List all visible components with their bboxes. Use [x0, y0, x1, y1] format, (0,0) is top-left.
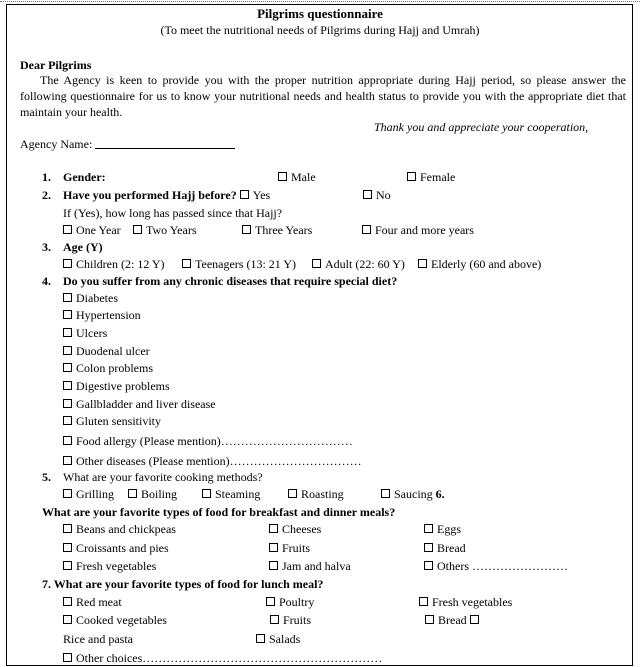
q1-option-female[interactable]: Female	[407, 170, 455, 184]
q6-number: 6.	[435, 487, 445, 501]
q3-label: Age (Y)	[63, 240, 103, 254]
greeting: Dear Pilgrims	[20, 58, 92, 72]
q2-row	[63, 188, 270, 202]
top-dotted-line	[0, 0, 640, 3]
agency-name-field[interactable]	[95, 137, 235, 149]
agency-name-row	[20, 137, 235, 151]
q4-option-food-allergy[interactable]: Food allergy (Please mention)……………………………	[63, 434, 353, 448]
q6-option-fresh-vegetables[interactable]: Fresh vegetables	[63, 559, 156, 573]
q7-option-salads[interactable]: Salads	[256, 632, 300, 646]
q5-option-roasting[interactable]: Roasting	[288, 487, 344, 501]
q1-label: Gender:	[63, 170, 106, 184]
q2-label: Have you performed Hajj before?	[63, 188, 237, 202]
q3-option-2[interactable]: Teenagers (13: 21 Y)	[182, 257, 296, 271]
q4-option-other-diseases[interactable]: Other diseases (Please mention)……………………………	[63, 454, 362, 468]
q4-option-hypertension[interactable]: Hypertension	[63, 308, 141, 322]
q5-number: 5.	[42, 470, 51, 484]
q7-option-bread[interactable]: Bread	[425, 613, 483, 627]
q4-option-gallbladder[interactable]: Gallbladder and liver disease	[63, 397, 216, 411]
q3-option-3[interactable]: Adult (22: 60 Y)	[312, 257, 405, 271]
q3-option-1[interactable]: Children (2: 12 Y)	[63, 257, 165, 271]
q7-option-poultry[interactable]: Poultry	[266, 595, 314, 609]
q2-yes-label: Yes	[252, 188, 271, 202]
q6-option-jam[interactable]: Jam and halva	[269, 559, 351, 573]
q7-option-red-meat[interactable]: Red meat	[63, 595, 122, 609]
checkbox[interactable]	[278, 172, 287, 181]
page-subtitle: (To meet the nutritional needs of Pilgrims during Hajj and Umrah)	[160, 23, 480, 37]
q2-followup: If (Yes), how long has passed since that Hajj?	[63, 206, 283, 220]
q1-number: 1.	[42, 170, 51, 184]
q1-option-male[interactable]: Male	[278, 170, 316, 184]
checkbox[interactable]	[470, 615, 479, 624]
q7-label: 7. What are your favorite types of food for lunch meal?	[42, 577, 324, 591]
checkbox[interactable]	[407, 172, 416, 181]
checkbox[interactable]	[363, 190, 372, 199]
page-title: Pilgrims questionnaire	[257, 6, 383, 21]
checkbox[interactable]	[240, 190, 249, 199]
q4-option-ulcers[interactable]: Ulcers	[63, 326, 107, 340]
q6-option-beans[interactable]: Beans and chickpeas	[63, 522, 176, 536]
q7-option-fresh-vegetables[interactable]: Fresh vegetables	[419, 595, 512, 609]
q2-number: 2.	[42, 188, 51, 202]
q4-option-duodenal[interactable]: Duodenal ulcer	[63, 344, 150, 358]
q2-option-2[interactable]: Two Years	[133, 223, 197, 237]
q3-number: 3.	[42, 240, 51, 254]
q5-option-grilling[interactable]: Grilling	[63, 487, 114, 501]
intro-paragraph: The Agency is keen to provide you with the proper nutrition appropriate during Hajj period, so please answer the following questionnaire for us to know your nutritional needs and health status to provide you with the appropriate diet that maintain your health.	[20, 73, 626, 119]
q7-option-other-choices[interactable]: Other choices……………………………………………………	[63, 651, 382, 665]
q6-option-others[interactable]: Others ……………………	[424, 559, 568, 573]
q7-option-cooked-vegetables[interactable]: Cooked vegetables	[63, 613, 167, 627]
q6-option-fruits[interactable]: Fruits	[269, 541, 310, 555]
q5-label: What are your favorite cooking methods?	[63, 470, 263, 484]
q4-label: Do you suffer from any chronic diseases that require special diet?	[63, 274, 398, 288]
q2-option-no[interactable]: No	[363, 188, 391, 202]
q2-option-3[interactable]: Three Years	[242, 223, 312, 237]
q4-option-colon[interactable]: Colon problems	[63, 361, 153, 375]
q6-option-cheeses[interactable]: Cheeses	[269, 522, 321, 536]
q4-number: 4.	[42, 274, 51, 288]
q2-option-4[interactable]: Four and more years	[362, 223, 474, 237]
q4-option-digestive[interactable]: Digestive problems	[63, 379, 170, 393]
q4-option-diabetes[interactable]: Diabetes	[63, 291, 118, 305]
q6-option-bread[interactable]: Bread	[424, 541, 466, 555]
q5-option-boiling[interactable]: Boiling	[128, 487, 177, 501]
q7-option-rice-pasta: Rice and pasta	[63, 632, 133, 646]
agency-name-label: Agency Name:	[20, 137, 93, 151]
thanks-line: Thank you and appreciate your cooperation,	[374, 120, 589, 134]
q3-option-4[interactable]: Elderly (60 and above)	[418, 257, 541, 271]
q7-option-fruits[interactable]: Fruits	[270, 613, 311, 627]
q5-option-saucing[interactable]: Saucing 6.	[381, 487, 445, 501]
q4-option-gluten[interactable]: Gluten sensitivity	[63, 414, 161, 428]
q2-option-1[interactable]: One Year	[63, 223, 121, 237]
q6-label: What are your favorite types of food for breakfast and dinner meals?	[42, 505, 396, 519]
q6-option-croissants[interactable]: Croissants and pies	[63, 541, 169, 555]
q6-option-eggs[interactable]: Eggs	[424, 522, 461, 536]
q5-option-steaming[interactable]: Steaming	[202, 487, 260, 501]
